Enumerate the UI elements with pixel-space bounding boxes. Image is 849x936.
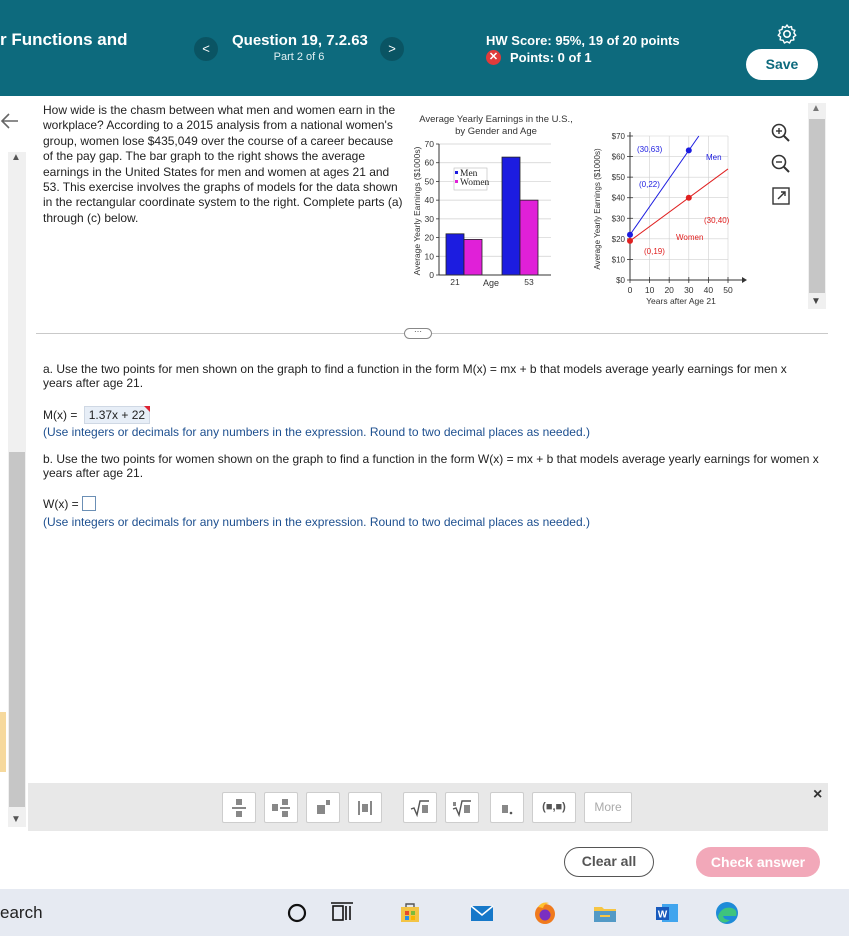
bar-xlabel: Age bbox=[482, 278, 500, 288]
hw-score: HW Score: 95%, 19 of 20 points bbox=[486, 33, 680, 48]
legend-men-label: Men bbox=[460, 169, 478, 179]
back-arrow-icon[interactable] bbox=[0, 110, 22, 136]
bar-ytick-label: 10 bbox=[424, 251, 434, 262]
bar-ytick-label: 30 bbox=[424, 213, 434, 224]
more-button[interactable]: More bbox=[584, 792, 632, 823]
decimal-icon[interactable] bbox=[490, 792, 524, 823]
line-xtick-label: 0 bbox=[627, 285, 633, 295]
label-point-30-40: (30,40) bbox=[704, 216, 730, 225]
line-ytick-label: $40 bbox=[611, 193, 625, 203]
left-scroll-thumb[interactable] bbox=[9, 452, 25, 807]
line-chart-ylabel: Average Yearly Earnings ($1000s) bbox=[593, 148, 602, 270]
x-axis-arrow-icon bbox=[742, 277, 747, 283]
error-x-icon: ✕ bbox=[486, 50, 501, 65]
absolute-value-icon[interactable] bbox=[348, 792, 382, 823]
line-ytick-label: $20 bbox=[611, 234, 625, 244]
edge-icon[interactable] bbox=[712, 898, 742, 928]
scroll-up-icon[interactable]: ▲ bbox=[811, 103, 821, 114]
file-explorer-icon[interactable] bbox=[590, 898, 620, 928]
next-question-button[interactable]: > bbox=[380, 37, 404, 61]
gear-icon[interactable] bbox=[775, 22, 799, 46]
line-ytick-label: $30 bbox=[611, 214, 625, 224]
bar-ytick-label: 60 bbox=[424, 157, 434, 168]
label-women-line: Women bbox=[676, 233, 704, 242]
line-ytick-label: $50 bbox=[611, 173, 625, 183]
legend-women-swatch bbox=[455, 180, 458, 183]
close-toolbar-icon[interactable]: × bbox=[813, 786, 823, 803]
m-function-label: M(x) = bbox=[43, 408, 78, 422]
bar-women-53 bbox=[520, 200, 538, 275]
w-function-label: W(x) = bbox=[43, 496, 79, 511]
points-text: Points: 0 of 1 bbox=[510, 50, 592, 65]
bar-ytick-label: 20 bbox=[424, 232, 434, 243]
cortana-icon[interactable] bbox=[282, 898, 312, 928]
right-scroll-thumb[interactable] bbox=[809, 119, 825, 293]
bar-men-53 bbox=[502, 157, 520, 275]
bar-xtick-21: 21 bbox=[450, 277, 460, 287]
interval-button[interactable]: (■,■) bbox=[532, 792, 576, 823]
bar-men-21 bbox=[446, 234, 464, 275]
save-button[interactable]: Save bbox=[746, 49, 818, 80]
bar-chart bbox=[410, 134, 570, 294]
part-b-answer-field[interactable] bbox=[82, 496, 96, 511]
fraction-icon[interactable] bbox=[222, 792, 256, 823]
line-xtick-label: 40 bbox=[703, 285, 714, 295]
right-scrollbar[interactable] bbox=[808, 103, 826, 309]
line-ytick-label: $60 bbox=[611, 152, 625, 162]
line-xtick-label: 30 bbox=[684, 285, 694, 295]
section-divider bbox=[36, 333, 828, 334]
exponent-icon[interactable] bbox=[306, 792, 340, 823]
line-xlabel: Years after Age 21 bbox=[646, 296, 716, 306]
scroll-down-icon[interactable]: ▼ bbox=[811, 296, 821, 307]
part-a-answer-row bbox=[43, 406, 150, 424]
part-b-answer-row bbox=[43, 496, 96, 511]
svg-text:W: W bbox=[657, 909, 668, 921]
line-xtick-label: 50 bbox=[723, 285, 733, 295]
line-ytick-label: $70 bbox=[611, 132, 625, 141]
store-icon[interactable] bbox=[395, 898, 425, 928]
label-men-line: Men bbox=[706, 153, 722, 162]
mail-icon[interactable] bbox=[467, 898, 497, 928]
clear-all-button[interactable]: Clear all bbox=[564, 847, 654, 877]
question-title: Question 19, 7.2.63 bbox=[232, 32, 368, 49]
bar-ytick-label: 50 bbox=[424, 176, 434, 187]
point-men-30-63 bbox=[686, 147, 692, 153]
bar-ytick-label: 40 bbox=[424, 195, 434, 206]
prev-question-button[interactable]: < bbox=[194, 37, 218, 61]
label-point-30-63: (30,63) bbox=[637, 145, 663, 154]
zoom-out-icon[interactable] bbox=[770, 153, 792, 175]
label-point-0-19: (0,19) bbox=[644, 247, 665, 256]
part-a-hint: (Use integers or decimals for any numbers in the expression. Round to two decimal places as needed.) bbox=[43, 425, 590, 439]
scroll-up-icon[interactable]: ▲ bbox=[11, 152, 21, 163]
zoom-in-icon[interactable] bbox=[770, 122, 792, 144]
bar-chart-ylabel: Average Yearly Earnings ($1000s) bbox=[412, 146, 422, 276]
problem-text: How wide is the chasm between what men and women earn in the workplace? According to a 2015 analysis from a national women's group, women lose $435,049 over the course of a career because of the pay gap. The bar graph to the right shows the average earnings in the United States for men and women at ages 21 and 53. This exercise involves the graphs of models for the data shown in the rectangular coordinate system to the right. Complete parts (a) through (c) below. bbox=[43, 103, 403, 225]
part-a-question: a. Use the two points for men shown on the graph to find a function in the form M(x) = mx + b that models average yearly earnings for men x years after age 21. bbox=[43, 362, 787, 390]
line-ytick-label: $0 bbox=[616, 276, 625, 285]
part-b-hint: (Use integers or decimals for any numbers in the expression. Round to two decimal places as needed.) bbox=[43, 515, 590, 529]
part-a-answer-field[interactable]: 1.37x + 22 bbox=[84, 406, 150, 424]
points-status bbox=[486, 50, 592, 65]
part-b-question: b. Use the two points for women shown on the graph to find a function in the form W(x) = mx + b that models average yearly earnings for women x years after age 21. bbox=[43, 452, 819, 480]
point-women-0-19 bbox=[627, 238, 633, 244]
check-answer-button[interactable]: Check answer bbox=[696, 847, 820, 877]
bar-chart-title: Average Yearly Earnings in the U.S., by Gender and Age bbox=[419, 114, 573, 137]
left-scrollbar[interactable] bbox=[8, 152, 26, 827]
nth-root-icon[interactable] bbox=[445, 792, 479, 823]
side-tab bbox=[0, 712, 6, 772]
task-view-icon[interactable] bbox=[327, 898, 357, 928]
square-root-icon[interactable] bbox=[403, 792, 437, 823]
point-men-0-22 bbox=[627, 232, 633, 238]
bar-ytick-label: 0 bbox=[429, 270, 434, 280]
question-part: Part 2 of 6 bbox=[273, 51, 325, 63]
scroll-down-icon[interactable]: ▼ bbox=[11, 814, 21, 825]
line-ytick-label: $10 bbox=[611, 255, 625, 265]
line-xtick-label: 20 bbox=[664, 285, 674, 295]
point-women-30-40 bbox=[686, 195, 692, 201]
bar-xtick-53: 53 bbox=[524, 277, 534, 287]
more-ellipsis-button[interactable]: ⋯ bbox=[404, 328, 432, 339]
taskbar-search[interactable]: earch bbox=[0, 903, 43, 922]
bar-women-21 bbox=[464, 239, 482, 275]
expand-icon[interactable] bbox=[770, 185, 792, 207]
word-icon[interactable] bbox=[652, 898, 682, 928]
legend-men-swatch bbox=[455, 171, 458, 174]
line-chart bbox=[590, 122, 750, 312]
course-title: r Functions and bbox=[0, 30, 128, 49]
label-point-0-22: (0,22) bbox=[639, 180, 660, 189]
legend-women-label: Women bbox=[460, 178, 490, 188]
line-xtick-label: 10 bbox=[644, 285, 655, 295]
mixed-fraction-icon[interactable] bbox=[264, 792, 298, 823]
firefox-icon[interactable] bbox=[530, 898, 560, 928]
bar-ytick-label: 70 bbox=[424, 139, 434, 149]
